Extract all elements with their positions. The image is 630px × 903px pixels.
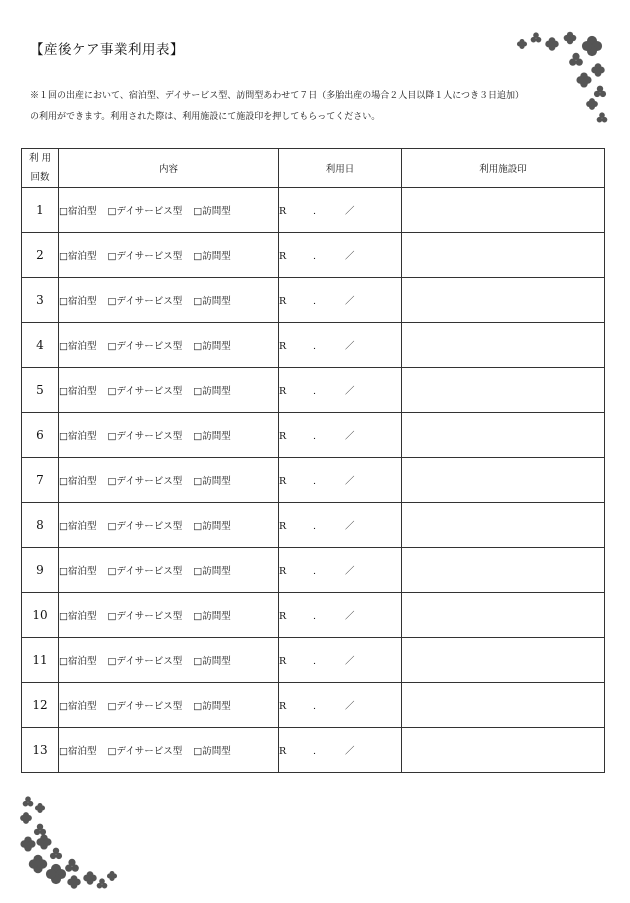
checkbox-day-service-type[interactable]: □デイサービス型 — [107, 566, 183, 577]
facility-stamp-cell[interactable] — [402, 503, 605, 548]
usage-count-cell: 12 — [22, 683, 59, 728]
checkbox-day-service-type[interactable]: □デイサービス型 — [107, 251, 183, 262]
table-row — [22, 323, 605, 368]
checkbox-visit-type[interactable]: □訪問型 — [193, 701, 231, 712]
clover-icon — [20, 812, 32, 824]
date-separator-dot: . — [313, 566, 317, 577]
checkbox-day-service-type[interactable]: □デイサービス型 — [107, 701, 183, 712]
checkbox-visit-type[interactable]: □訪問型 — [193, 566, 231, 577]
date-separator-dot: . — [313, 746, 317, 757]
facility-stamp-cell[interactable] — [402, 458, 605, 503]
usage-date-cell[interactable] — [279, 548, 402, 593]
checkbox-visit-type[interactable]: □訪問型 — [193, 341, 231, 352]
usage-count-cell: 13 — [22, 728, 59, 773]
header-content: 内容 — [59, 149, 279, 188]
usage-count-cell: 2 — [22, 233, 59, 278]
content-cell — [59, 413, 279, 458]
clover-icon — [23, 796, 34, 806]
date-separator-slash: ／ — [345, 746, 355, 757]
content-cell — [59, 188, 279, 233]
usage-count-cell: 7 — [22, 458, 59, 503]
facility-stamp-cell[interactable] — [402, 413, 605, 458]
clover-icon — [35, 803, 45, 813]
date-separator-slash: ／ — [345, 341, 355, 352]
date-separator-dot: . — [313, 296, 317, 307]
checkbox-visit-type[interactable]: □訪問型 — [193, 521, 231, 532]
clover-icon — [594, 86, 606, 98]
usage-date-cell[interactable] — [279, 188, 402, 233]
usage-date-cell[interactable] — [279, 683, 402, 728]
date-era-label: R — [279, 656, 287, 667]
content-cell — [59, 278, 279, 323]
table-row — [22, 413, 605, 458]
clover-icon — [107, 871, 117, 881]
date-separator-slash: ／ — [345, 566, 355, 577]
date-era-label: R — [279, 566, 287, 577]
clover-decoration-bottom-left — [14, 792, 122, 896]
checkbox-day-service-type[interactable]: □デイサービス型 — [107, 296, 183, 307]
date-separator-dot: . — [313, 476, 317, 487]
content-cell — [59, 593, 279, 638]
date-era-label: R — [279, 521, 287, 532]
checkbox-day-service-type[interactable]: □デイサービス型 — [107, 746, 183, 757]
content-cell — [59, 233, 279, 278]
facility-stamp-cell[interactable] — [402, 683, 605, 728]
content-cell — [59, 323, 279, 368]
checkbox-overnight-type[interactable]: □宿泊型 — [59, 476, 97, 487]
usage-note-line1: ※１回の出産において、宿泊型、デイサービス型、訪問型あわせて７日（多胎出産の場合２人目以降１人につき３日追加） — [30, 91, 525, 101]
checkbox-day-service-type[interactable]: □デイサービス型 — [107, 206, 183, 217]
date-era-label: R — [279, 386, 287, 397]
checkbox-overnight-type[interactable]: □宿泊型 — [59, 521, 97, 532]
usage-count-cell: 10 — [22, 593, 59, 638]
date-era-label: R — [279, 431, 287, 442]
date-separator-dot: . — [313, 341, 317, 352]
clover-icon — [46, 864, 66, 884]
date-era-label: R — [279, 206, 287, 217]
date-separator-slash: ／ — [345, 296, 355, 307]
usage-count-cell: 5 — [22, 368, 59, 413]
clover-icon — [97, 878, 108, 888]
content-cell — [59, 368, 279, 413]
date-separator-dot: . — [313, 206, 317, 217]
date-separator-slash: ／ — [345, 611, 355, 622]
table-row — [22, 188, 605, 233]
checkbox-visit-type[interactable]: □訪問型 — [193, 476, 231, 487]
checkbox-day-service-type[interactable]: □デイサービス型 — [107, 521, 183, 532]
checkbox-day-service-type[interactable]: □デイサービス型 — [107, 611, 183, 622]
table-row — [22, 233, 605, 278]
usage-date-cell[interactable] — [279, 413, 402, 458]
date-separator-slash: ／ — [345, 656, 355, 667]
content-cell — [59, 728, 279, 773]
clover-icon — [586, 98, 598, 110]
usage-date-cell[interactable] — [279, 503, 402, 548]
checkbox-overnight-type[interactable]: □宿泊型 — [59, 206, 97, 217]
usage-date-cell[interactable] — [279, 458, 402, 503]
date-separator-slash: ／ — [345, 206, 355, 217]
clover-icon — [576, 72, 591, 87]
checkbox-overnight-type[interactable]: □宿泊型 — [59, 566, 97, 577]
header-usage-count — [22, 149, 59, 188]
clover-icon — [36, 834, 51, 849]
checkbox-overnight-type[interactable]: □宿泊型 — [59, 386, 97, 397]
table-row — [22, 593, 605, 638]
facility-stamp-cell[interactable] — [402, 548, 605, 593]
usage-count-cell: 9 — [22, 548, 59, 593]
table-row — [22, 638, 605, 683]
date-era-label: R — [279, 701, 287, 712]
checkbox-day-service-type[interactable]: □デイサービス型 — [107, 476, 183, 487]
usage-date-cell[interactable] — [279, 233, 402, 278]
usage-date-cell[interactable] — [279, 638, 402, 683]
date-separator-dot: . — [313, 386, 317, 397]
date-era-label: R — [279, 611, 287, 622]
clover-icon — [597, 112, 608, 122]
header-usage-count-line1: 利 用 — [28, 153, 52, 164]
date-era-label: R — [279, 341, 287, 352]
checkbox-overnight-type[interactable]: □宿泊型 — [59, 701, 97, 712]
clover-icon — [50, 848, 62, 860]
facility-stamp-cell[interactable] — [402, 728, 605, 773]
usage-table — [21, 148, 605, 773]
usage-note-line2: の利用ができます。利用された際は、利用施設にて施設印を押してもらってください。 — [30, 112, 381, 122]
content-cell — [59, 458, 279, 503]
checkbox-day-service-type[interactable]: □デイサービス型 — [107, 431, 183, 442]
date-separator-dot: . — [313, 431, 317, 442]
table-row — [22, 683, 605, 728]
checkbox-overnight-type[interactable]: □宿泊型 — [59, 296, 97, 307]
header-usage-date: 利用日 — [279, 149, 402, 188]
facility-stamp-cell[interactable] — [402, 638, 605, 683]
clover-icon — [569, 53, 583, 66]
checkbox-visit-type[interactable]: □訪問型 — [193, 431, 231, 442]
usage-date-cell[interactable] — [279, 593, 402, 638]
checkbox-overnight-type[interactable]: □宿泊型 — [59, 251, 97, 262]
checkbox-overnight-type[interactable]: □宿泊型 — [59, 431, 97, 442]
date-era-label: R — [279, 296, 287, 307]
date-separator-slash: ／ — [345, 701, 355, 712]
date-separator-slash: ／ — [345, 521, 355, 532]
usage-date-cell[interactable] — [279, 728, 402, 773]
date-separator-slash: ／ — [345, 476, 355, 487]
date-separator-slash: ／ — [345, 386, 355, 397]
usage-count-cell: 11 — [22, 638, 59, 683]
date-separator-dot: . — [313, 251, 317, 262]
usage-date-cell[interactable] — [279, 278, 402, 323]
content-cell — [59, 548, 279, 593]
table-row — [22, 728, 605, 773]
table-row — [22, 503, 605, 548]
page-title: 【産後ケア事業利用表】 — [30, 42, 184, 58]
checkbox-day-service-type[interactable]: □デイサービス型 — [107, 656, 183, 667]
clover-icon — [531, 32, 542, 42]
clover-icon — [67, 875, 80, 888]
clover-icon — [564, 32, 577, 45]
usage-date-cell[interactable] — [279, 368, 402, 413]
checkbox-visit-type[interactable]: □訪問型 — [193, 251, 231, 262]
facility-stamp-cell[interactable] — [402, 278, 605, 323]
checkbox-overnight-type[interactable]: □宿泊型 — [59, 656, 97, 667]
header-row — [22, 149, 605, 188]
usage-count-cell: 6 — [22, 413, 59, 458]
date-era-label: R — [279, 476, 287, 487]
clover-icon — [83, 871, 96, 884]
checkbox-overnight-type[interactable]: □宿泊型 — [59, 746, 97, 757]
clover-icon — [34, 824, 46, 836]
checkbox-visit-type[interactable]: □訪問型 — [193, 746, 231, 757]
checkbox-visit-type[interactable]: □訪問型 — [193, 296, 231, 307]
date-separator-slash: ／ — [345, 251, 355, 262]
checkbox-day-service-type[interactable]: □デイサービス型 — [107, 386, 183, 397]
content-cell — [59, 638, 279, 683]
date-era-label: R — [279, 251, 287, 262]
date-era-label: R — [279, 746, 287, 757]
checkbox-visit-type[interactable]: □訪問型 — [193, 206, 231, 217]
checkbox-overnight-type[interactable]: □宿泊型 — [59, 611, 97, 622]
facility-stamp-cell[interactable] — [402, 368, 605, 413]
clover-icon — [65, 859, 79, 872]
clover-icon — [582, 36, 602, 56]
checkbox-visit-type[interactable]: □訪問型 — [193, 656, 231, 667]
clover-icon — [591, 63, 604, 76]
clover-decoration-top-right — [508, 30, 613, 128]
usage-count-cell: 1 — [22, 188, 59, 233]
facility-stamp-cell[interactable] — [402, 233, 605, 278]
clover-icon — [517, 39, 527, 49]
usage-date-cell[interactable] — [279, 323, 402, 368]
date-separator-dot: . — [313, 656, 317, 667]
checkbox-overnight-type[interactable]: □宿泊型 — [59, 341, 97, 352]
facility-stamp-cell[interactable] — [402, 188, 605, 233]
table-row — [22, 458, 605, 503]
usage-count-cell: 8 — [22, 503, 59, 548]
header-facility-stamp: 利用施設印 — [402, 149, 605, 188]
table-row — [22, 278, 605, 323]
clover-icon — [29, 855, 47, 873]
date-separator-slash: ／ — [345, 431, 355, 442]
content-cell — [59, 683, 279, 728]
date-separator-dot: . — [313, 611, 317, 622]
content-cell — [59, 503, 279, 548]
usage-count-cell: 3 — [22, 278, 59, 323]
facility-stamp-cell[interactable] — [402, 323, 605, 368]
date-separator-dot: . — [313, 701, 317, 712]
clover-icon — [20, 836, 35, 851]
checkbox-visit-type[interactable]: □訪問型 — [193, 386, 231, 397]
clover-icon — [545, 37, 558, 50]
table-row — [22, 548, 605, 593]
header-usage-count-line2: 回数 — [30, 172, 50, 183]
usage-count-cell: 4 — [22, 323, 59, 368]
date-separator-dot: . — [313, 521, 317, 532]
facility-stamp-cell[interactable] — [402, 593, 605, 638]
checkbox-day-service-type[interactable]: □デイサービス型 — [107, 341, 183, 352]
table-row — [22, 368, 605, 413]
checkbox-visit-type[interactable]: □訪問型 — [193, 611, 231, 622]
